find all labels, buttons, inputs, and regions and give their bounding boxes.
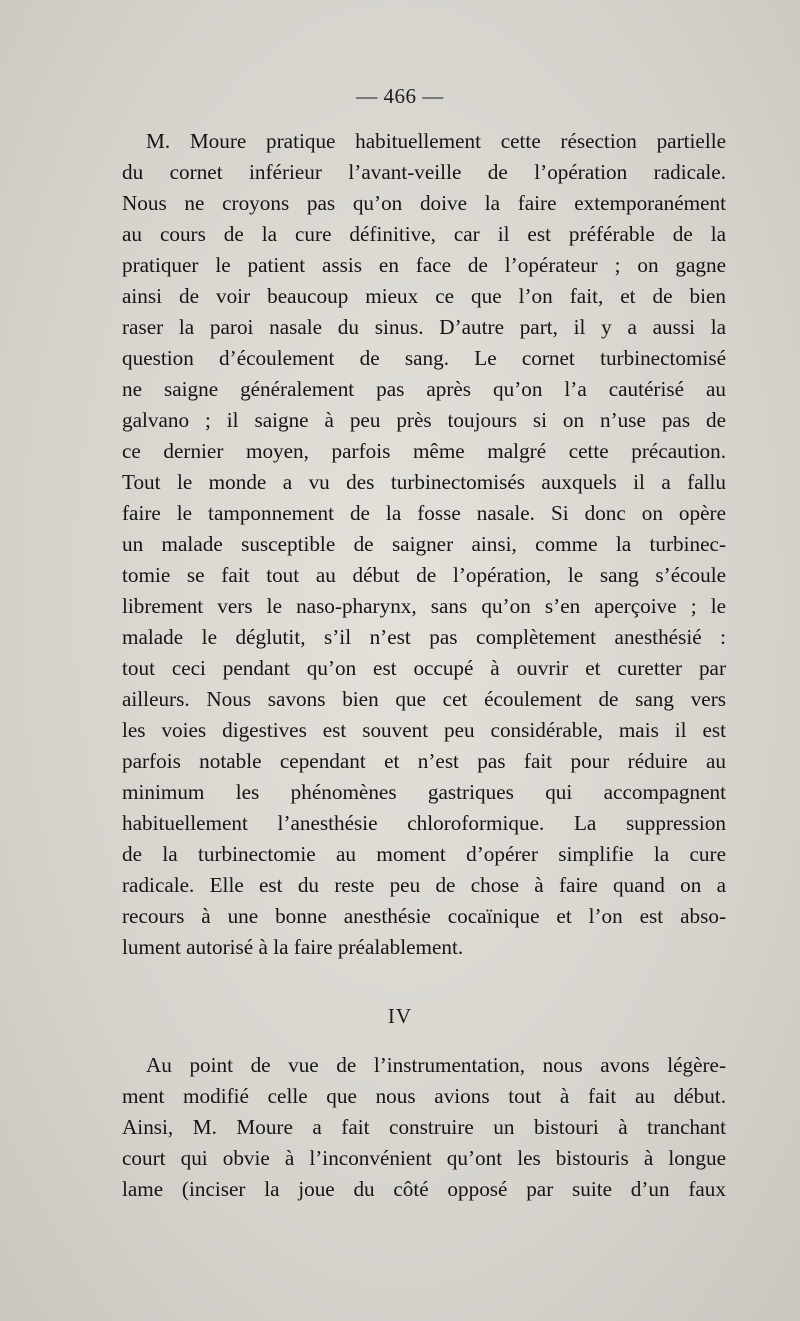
text-line: radicale. Elle est du reste peu de chose à faire quand on a xyxy=(122,873,726,897)
text-line: ailleurs. Nous savons bien que cet écoulement de sang vers xyxy=(122,687,726,711)
text-line: Nous ne croyons pas qu’on doive la faire extemporanément xyxy=(122,191,726,215)
text-line: tout ceci pendant qu’on est occupé à ouvrir et curetter par xyxy=(122,656,726,680)
text-line: faire le tamponnement de la fosse nasale. Si donc on opère xyxy=(122,501,726,525)
text-line: lument autorisé à la faire préalablement. xyxy=(122,935,464,959)
text-line: Tout le monde a vu des turbinectomisés auxquels il a fallu xyxy=(122,470,726,494)
paragraph-1 xyxy=(122,126,726,963)
text-line: galvano ; il saigne à peu près toujours si on n’use pas de xyxy=(122,408,726,432)
text-line: pratiquer le patient assis en face de l’opérateur ; on gagne xyxy=(122,253,726,277)
paragraph-2 xyxy=(122,1050,726,1205)
text-line: de la turbinectomie au moment d’opérer simplifie la cure xyxy=(122,842,726,866)
text-line: malade le déglutit, s’il n’est pas complètement anesthésié : xyxy=(122,625,726,649)
text-line: les voies digestives est souvent peu considérable, mais il est xyxy=(122,718,726,742)
section-heading: IV xyxy=(387,1004,413,1028)
text-line: minimum les phénomènes gastriques qui accompagnent xyxy=(122,780,726,804)
text-line: Ainsi, M. Moure a fait construire un bistouri à tranchant xyxy=(122,1115,726,1139)
text-line: librement vers le naso-pharynx, sans qu’on s’en aperçoive ; le xyxy=(122,594,726,618)
text-line: question d’écoulement de sang. Le cornet turbinectomisé xyxy=(122,346,726,370)
text-line: un malade susceptible de saigner ainsi, comme la turbinec- xyxy=(122,532,726,556)
text-line: ment modifié celle que nous avions tout à fait au début. xyxy=(122,1084,726,1108)
text-line: ainsi de voir beaucoup mieux ce que l’on fait, et de bien xyxy=(122,284,726,308)
text-line: parfois notable cependant et n’est pas fait pour réduire au xyxy=(122,749,726,773)
text-line: lame (inciser la joue du côté opposé par suite d’un faux xyxy=(122,1177,726,1201)
text-line: M. Moure pratique habituellement cette résection partielle xyxy=(146,129,726,153)
text-line: tomie se fait tout au début de l’opération, le sang s’écoule xyxy=(122,563,726,587)
text-line: court qui obvie à l’inconvénient qu’ont les bistouris à longue xyxy=(122,1146,726,1170)
text-line: ce dernier moyen, parfois même malgré cette précaution. xyxy=(122,439,726,463)
text-line: au cours de la cure définitive, car il est préférable de la xyxy=(122,222,726,246)
text-line: habituellement l’anesthésie chloroformique. La suppression xyxy=(122,811,726,835)
text-line: recours à une bonne anesthésie cocaïnique et l’on est abso- xyxy=(122,904,726,928)
page-number: — 466 — xyxy=(356,84,444,108)
text-line: Au point de vue de l’instrumentation, nous avons légère- xyxy=(146,1053,726,1077)
text-line: ne saigne généralement pas après qu’on l’a cautérisé au xyxy=(122,377,726,401)
text-line: du cornet inférieur l’avant-veille de l’opération radicale. xyxy=(122,160,726,184)
text-line: raser la paroi nasale du sinus. D’autre part, il y a aussi la xyxy=(122,315,726,339)
